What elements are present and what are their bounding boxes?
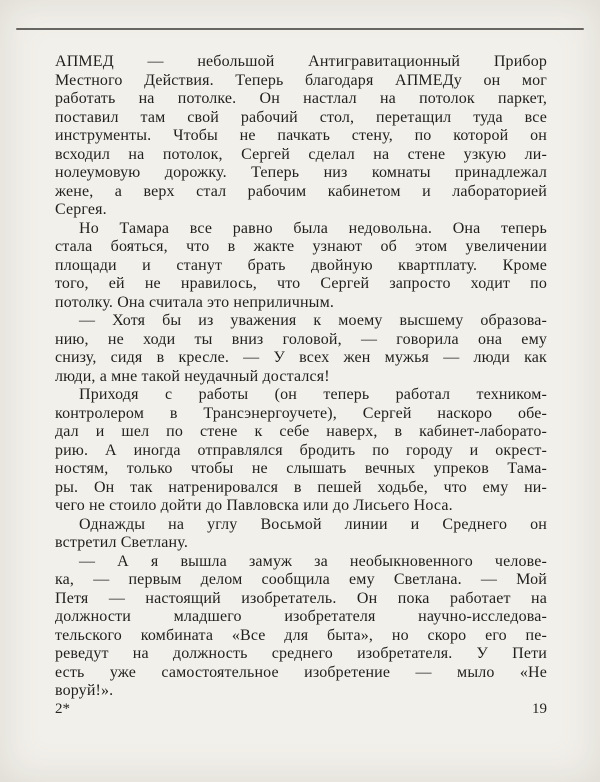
text-line: инструменты. Чтобы не пачкать стену, по которой он — [55, 127, 547, 144]
text-line: всходил на потолок, Сергей сделал на стене узкую ли- — [55, 145, 547, 163]
text-line: встретил Светлану. — [55, 534, 188, 551]
text-line: нолеумовую дорожку. Теперь низ комнаты принадлежал — [55, 164, 547, 181]
text-line: ры. Он так натренировался в пешей ходьбе, что ему ни- — [55, 478, 547, 496]
paragraph — [55, 386, 547, 516]
text-line: Сергея. — [55, 201, 107, 218]
text-line: — А я вышла замуж за необыкновенного челове- — [79, 552, 547, 570]
text-line: воруй!». — [55, 682, 114, 699]
text-line: Но Тамара все равно была недовольна. Она теперь — [79, 219, 547, 237]
text-block — [55, 53, 547, 701]
text-line: поставил там свой рабочий стол, перетащил туда все — [55, 108, 547, 126]
text-line: Местного Действия. Теперь благодаря АПМЕДу он мог — [55, 71, 547, 89]
paragraph — [55, 220, 547, 313]
text-line: рию. А иногда отправлялся бродить по городу и окрест- — [55, 441, 547, 459]
paragraph — [55, 53, 547, 220]
text-line: нию, не ходи ты вниз головой, — говорила она ему — [55, 330, 547, 348]
text-line: Однажды на углу Восьмой линии и Среднего он — [79, 515, 547, 533]
text-line: ностям, только чтобы не слышать вечных упреков Тама- — [55, 460, 547, 477]
text-line: должности младшего изобретателя научно-исследова- — [55, 608, 547, 625]
text-line: площади и станут брать двойную квартплату. Кроме — [55, 256, 547, 274]
paragraph — [55, 516, 547, 553]
signature-mark: 2* — [55, 701, 70, 717]
text-line: потолку. Она считала это неприличным. — [55, 293, 334, 311]
paragraph — [55, 553, 547, 701]
text-line: работать на потолке. Он настлал на потолок паркет, — [55, 90, 547, 107]
text-line: тельского комбината «Все для быта», но скоро его пе- — [55, 626, 547, 644]
text-line: реведут на должность среднего изобретателя. У Пети — [55, 645, 547, 662]
page-number: 19 — [532, 701, 547, 717]
text-line: чего не стоило дойти до Павловска или до Лисьего Носа. — [55, 497, 453, 514]
text-line: снизу, сидя в кресле. — У всех жен мужья — люди как — [55, 349, 547, 366]
text-line: того, ей не нравилось, что Сергей запросто ходит по — [55, 275, 547, 292]
text-line: контролером в Трансэнергоучете), Сергей наскоро обе- — [55, 404, 547, 422]
footer — [55, 701, 547, 718]
text-line: Петя — настоящий изобретатель. Он пока работает на — [55, 589, 547, 607]
text-line: ка, — первым делом сообщила ему Светлана. — Мой — [55, 571, 547, 588]
text-line: жене, а верх стал рабочим кабинетом и лабораторией — [55, 182, 547, 200]
text-line: стала бояться, что в жакте узнают об этом увеличении — [55, 238, 547, 255]
text-line: дал и шел по стене к себе наверх, в кабинет-лаборато- — [55, 423, 547, 440]
paragraph — [55, 312, 547, 386]
text-line: Приходя с работы (он теперь работал техником- — [79, 386, 547, 403]
text-line: есть уже самостоятельное изобретение — мыло «Не — [55, 663, 547, 681]
text-line: люди, а мне такой неудачный достался! — [55, 367, 330, 385]
text-line: — Хотя бы из уважения к моему высшему образова- — [79, 312, 547, 329]
scan-edge-artifact — [16, 28, 584, 30]
text-line: АПМЕД — небольшой Антигравитационный Прибор — [55, 53, 547, 70]
